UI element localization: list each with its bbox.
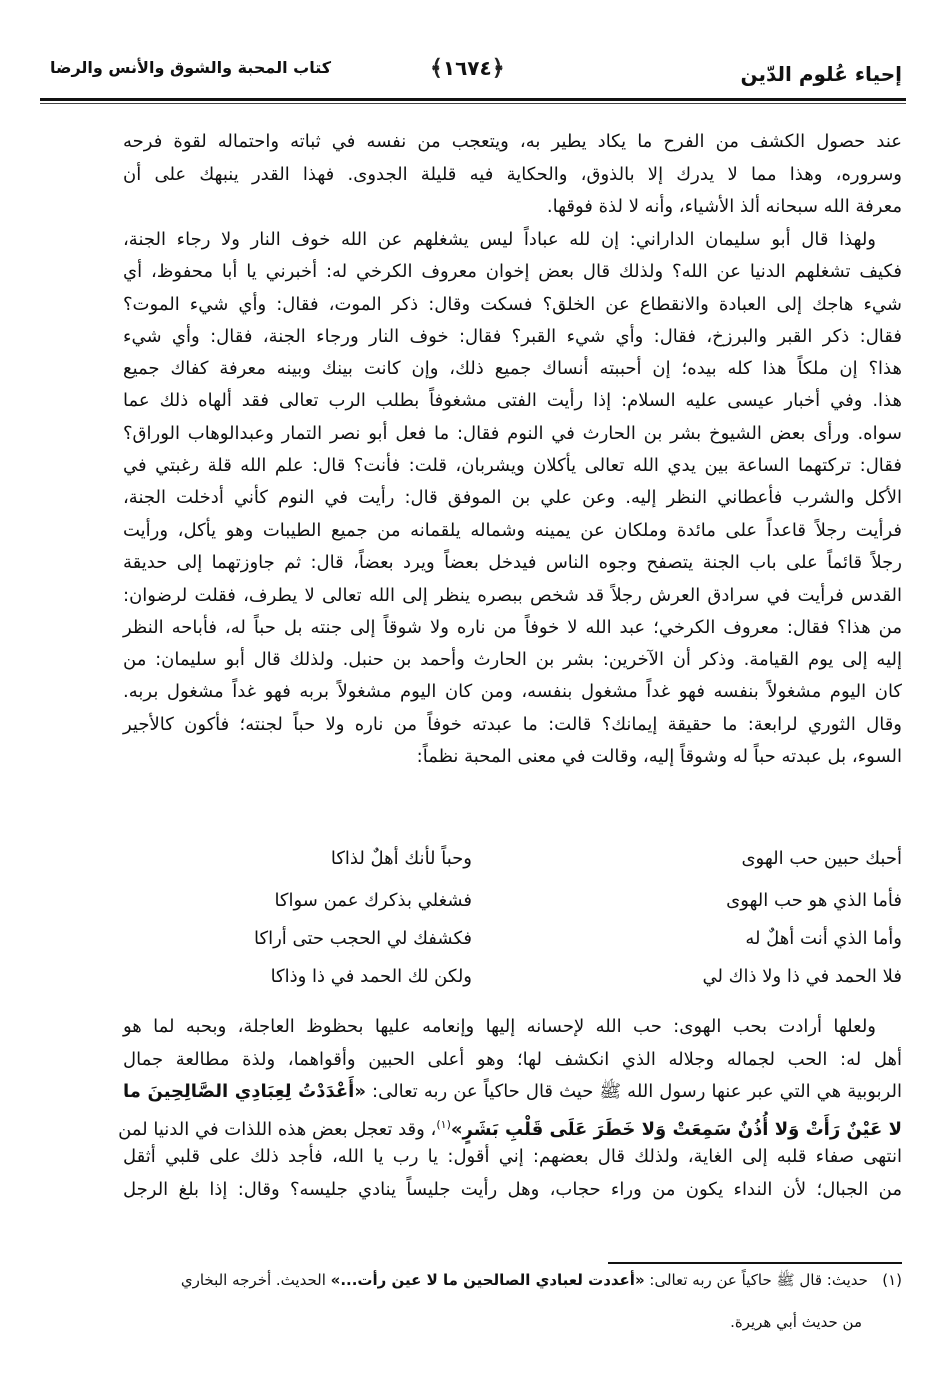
hadith-quote: لا عَيْنٌ رَأَتْ وَلا أُذُنٌ سَمِعَتْ وَلا خَطَرَ عَلَى قَلْبِ بَشَرٍ» [450,1119,902,1140]
page-number-text: ١٦٧٤ [442,56,492,80]
body-line: ولهذا قال أبو سليمان الداراني: إن لله عباداً ليس يشغلهم عن الله خوف النار ولا رجاء الجنة، [123,229,876,250]
body-line: انتهى صفاء قلبه إلى الغاية، ولذلك قال بعضهم: إني أقول: يا رب يا الله، فأجد ذلك على قلبي أثقل [123,1146,902,1167]
hemistich-first: وأما الذي أنت أهلٌ له [745,928,902,949]
body-line: فقال: ذكر القبر والبرزخ، فقال: وأي شيء القبر؟ فقال: خوف النار ورجاء الجنة، فقال: وأي شيء [123,326,902,347]
footnote-line2: من حديث أبي هريرة. [730,1313,862,1331]
body-line: رجلاً قائماً على باب الجنة يتصفح وجوه الناس فيدخل بعضاً ويرد بعضاً، قال: ثم جاوزتهما إلى حديقة [123,552,902,573]
body-line: كان اليوم مشغولاً بنفسه فهو غداً مشغول بنفسه، ومن كان اليوم مشغولاً بربه فهو غداً مشغول بربه. [123,681,902,702]
ornament-left-icon: ﴿ [491,56,505,81]
body-line: هذا؟ إن ملكاً هذا كله بيده؛ إن أحببته أنساك جميع ذلك، وإن كانت بينك وبينه معرفة كفاك جميع [123,358,902,379]
body-line: من الجبال؛ لأن النداء يكون من وراء حجاب، وهل رأيت جليساً ينادي جليسه؟ وقال: إذا بلغ الرجل [123,1179,902,1200]
hemistich-first: فأما الذي هو حب الهوى [726,890,902,911]
footnote-rule [608,1262,902,1264]
hemistich-second: فشغلي بذكرك عمن سواكا [274,890,472,911]
hadith-after: ، وقد تعجل بعض هذه اللذات في الدنيا لمن [118,1119,437,1140]
body-line: ولعلها أرادت بحب الهوى: حب الله لإحسانه إليها وإنعامه عليها بحظوظ العاجلة، وبحبه لما هو [123,1016,876,1037]
footnote [181,1268,902,1292]
hemistich-second: فكشفك لي الحجب حتى أراكا [254,928,472,949]
book-title: إحياء عُلوم الدّين [740,62,902,86]
hadith-quote: «أَعْدَدْتُ لِعِبَادِي الصَّالِحِينَ ما [123,1081,366,1102]
body-line: فقال: تركتهما الساعة بين يدي الله تعالى يأكلان ويشربان، قلت: فأنت؟ قال: علم الله قلة رغبتي في [123,455,902,476]
footnote-text: حديث: قال ﷺ حاكياً عن ربه تعالى: [644,1271,868,1289]
body-line: وسروره، وهذا مما لا يدرك إلا بالذوق، والحكاية فيه قليلة الجدوى. فهذا القدر ينبهك على أن [123,164,902,185]
body-line: أهل له: الحب لجماله وجلاله الذي انكشف لها؛ وهو أعلى الحبين وأقواهما، ولذة مطالعة جمال [123,1049,902,1070]
page-number [430,56,505,81]
body-line: معرفة الله سبحانه ألذ الأشياء، وأنه لا لذة فوقها. [546,196,902,217]
body-line: عند حصول الكشف من الفرح ما يكاد يطير به، ويتعجب من نفسه في ثباته واحتماله لقوة فرحه [123,131,902,152]
body-line: وقال الثوري لرابعة: ما حقيقة إيمانك؟ قالت: ما عبدته خوفاً من ناره ولا حباً لجنته؛ فأكون كالأجير [123,714,902,735]
header-rule-thin [40,103,906,104]
hemistich-second: ولكن لك الحمد في ذا وذاكا [270,966,472,987]
body-line: القدس فرأيت في سرادق العرش رجلاً قد شخص ببصره ينظر إلى الله تعالى لا يطرف، فقلت لرضوان: [123,585,902,606]
body-line: فرأيت رجلاً قاعداً على مائدة وملكان عن يمينه وشماله يلقمانه من جميع الطيبات وهو يأكل، ورأيت [123,520,902,541]
hadith-intro: الربوبية هي التي عبر عنها رسول الله ﷺ حيث قال حاكياً عن ربه تعالى: [365,1081,903,1102]
footnote-text: الحديث. أخرجه البخاري [180,1271,331,1289]
body-line: سواه. ورأى بعض الشيوخ بشر بن الحارث في النوم فقال: ما فعل أبو نصر التمار وعبدالوهاب الوراق؟ [123,423,902,444]
hemistich-first: فلا الحمد في ذا ولا ذاك لي [702,966,902,987]
hadith-line [118,1111,902,1144]
header-rule [40,98,906,101]
body-line: شيء هاجك إلى العبادة والانقطاع عن الخلق؟ فسكت وقال: ذكر الموت، فقال: وأي شيء الموت؟ [123,294,902,315]
body-line: من هذا؟ فقال: معروف الكرخي؛ عبد الله لا خوفاً من ناره ولا شوقاً إلى جنته بل حباً له، فأباحه النظر [123,617,902,638]
body-line: إليه إلى يوم القيامة. وذكر أن الآخرين: بشر بن الحارث وأحمد بن حنبل. ولذلك قال أبو سليمان: من [123,649,902,670]
hemistich-first: أحبك حبين حب الهوى [741,848,902,869]
body-line: الأكل والشرب فأعطاني النظر إليه. وعن علي بن الموفق قال: رأيت في النوم كأني أدخلت الجنة، [123,487,902,508]
body-line: فكيف تشغلهم الدنيا عن الله؟ ولذلك قال بعض إخوان معروف الكرخي له: أخبرني يا أبا محفوظ، أي [123,261,902,282]
ornament-right-icon: ﴾ [430,56,443,81]
hadith-line [123,1078,902,1106]
footnote-quote: «أعددت لعبادي الصالحين ما لا عين رأت...» [330,1271,645,1289]
hemistich-second: وحباً لأنك أهلٌ لذاكا [330,848,472,869]
footnote-number: (١) [882,1271,902,1289]
body-line: هذا. وفي أخبار عيسى عليه السلام: إذا رأيت الفتى مشغوفاً بطلب الرب تعالى فقد ألهاه ذلك عما [123,390,902,411]
footnote-ref[interactable]: (١) [436,1118,451,1131]
chapter-title: كتاب المحبة والشوق والأنس والرضا [50,58,332,77]
body-line: السوء، بل عبدته حباً له وشوقاً إليه، وقالت في معنى المحبة نظماً: [416,746,902,767]
